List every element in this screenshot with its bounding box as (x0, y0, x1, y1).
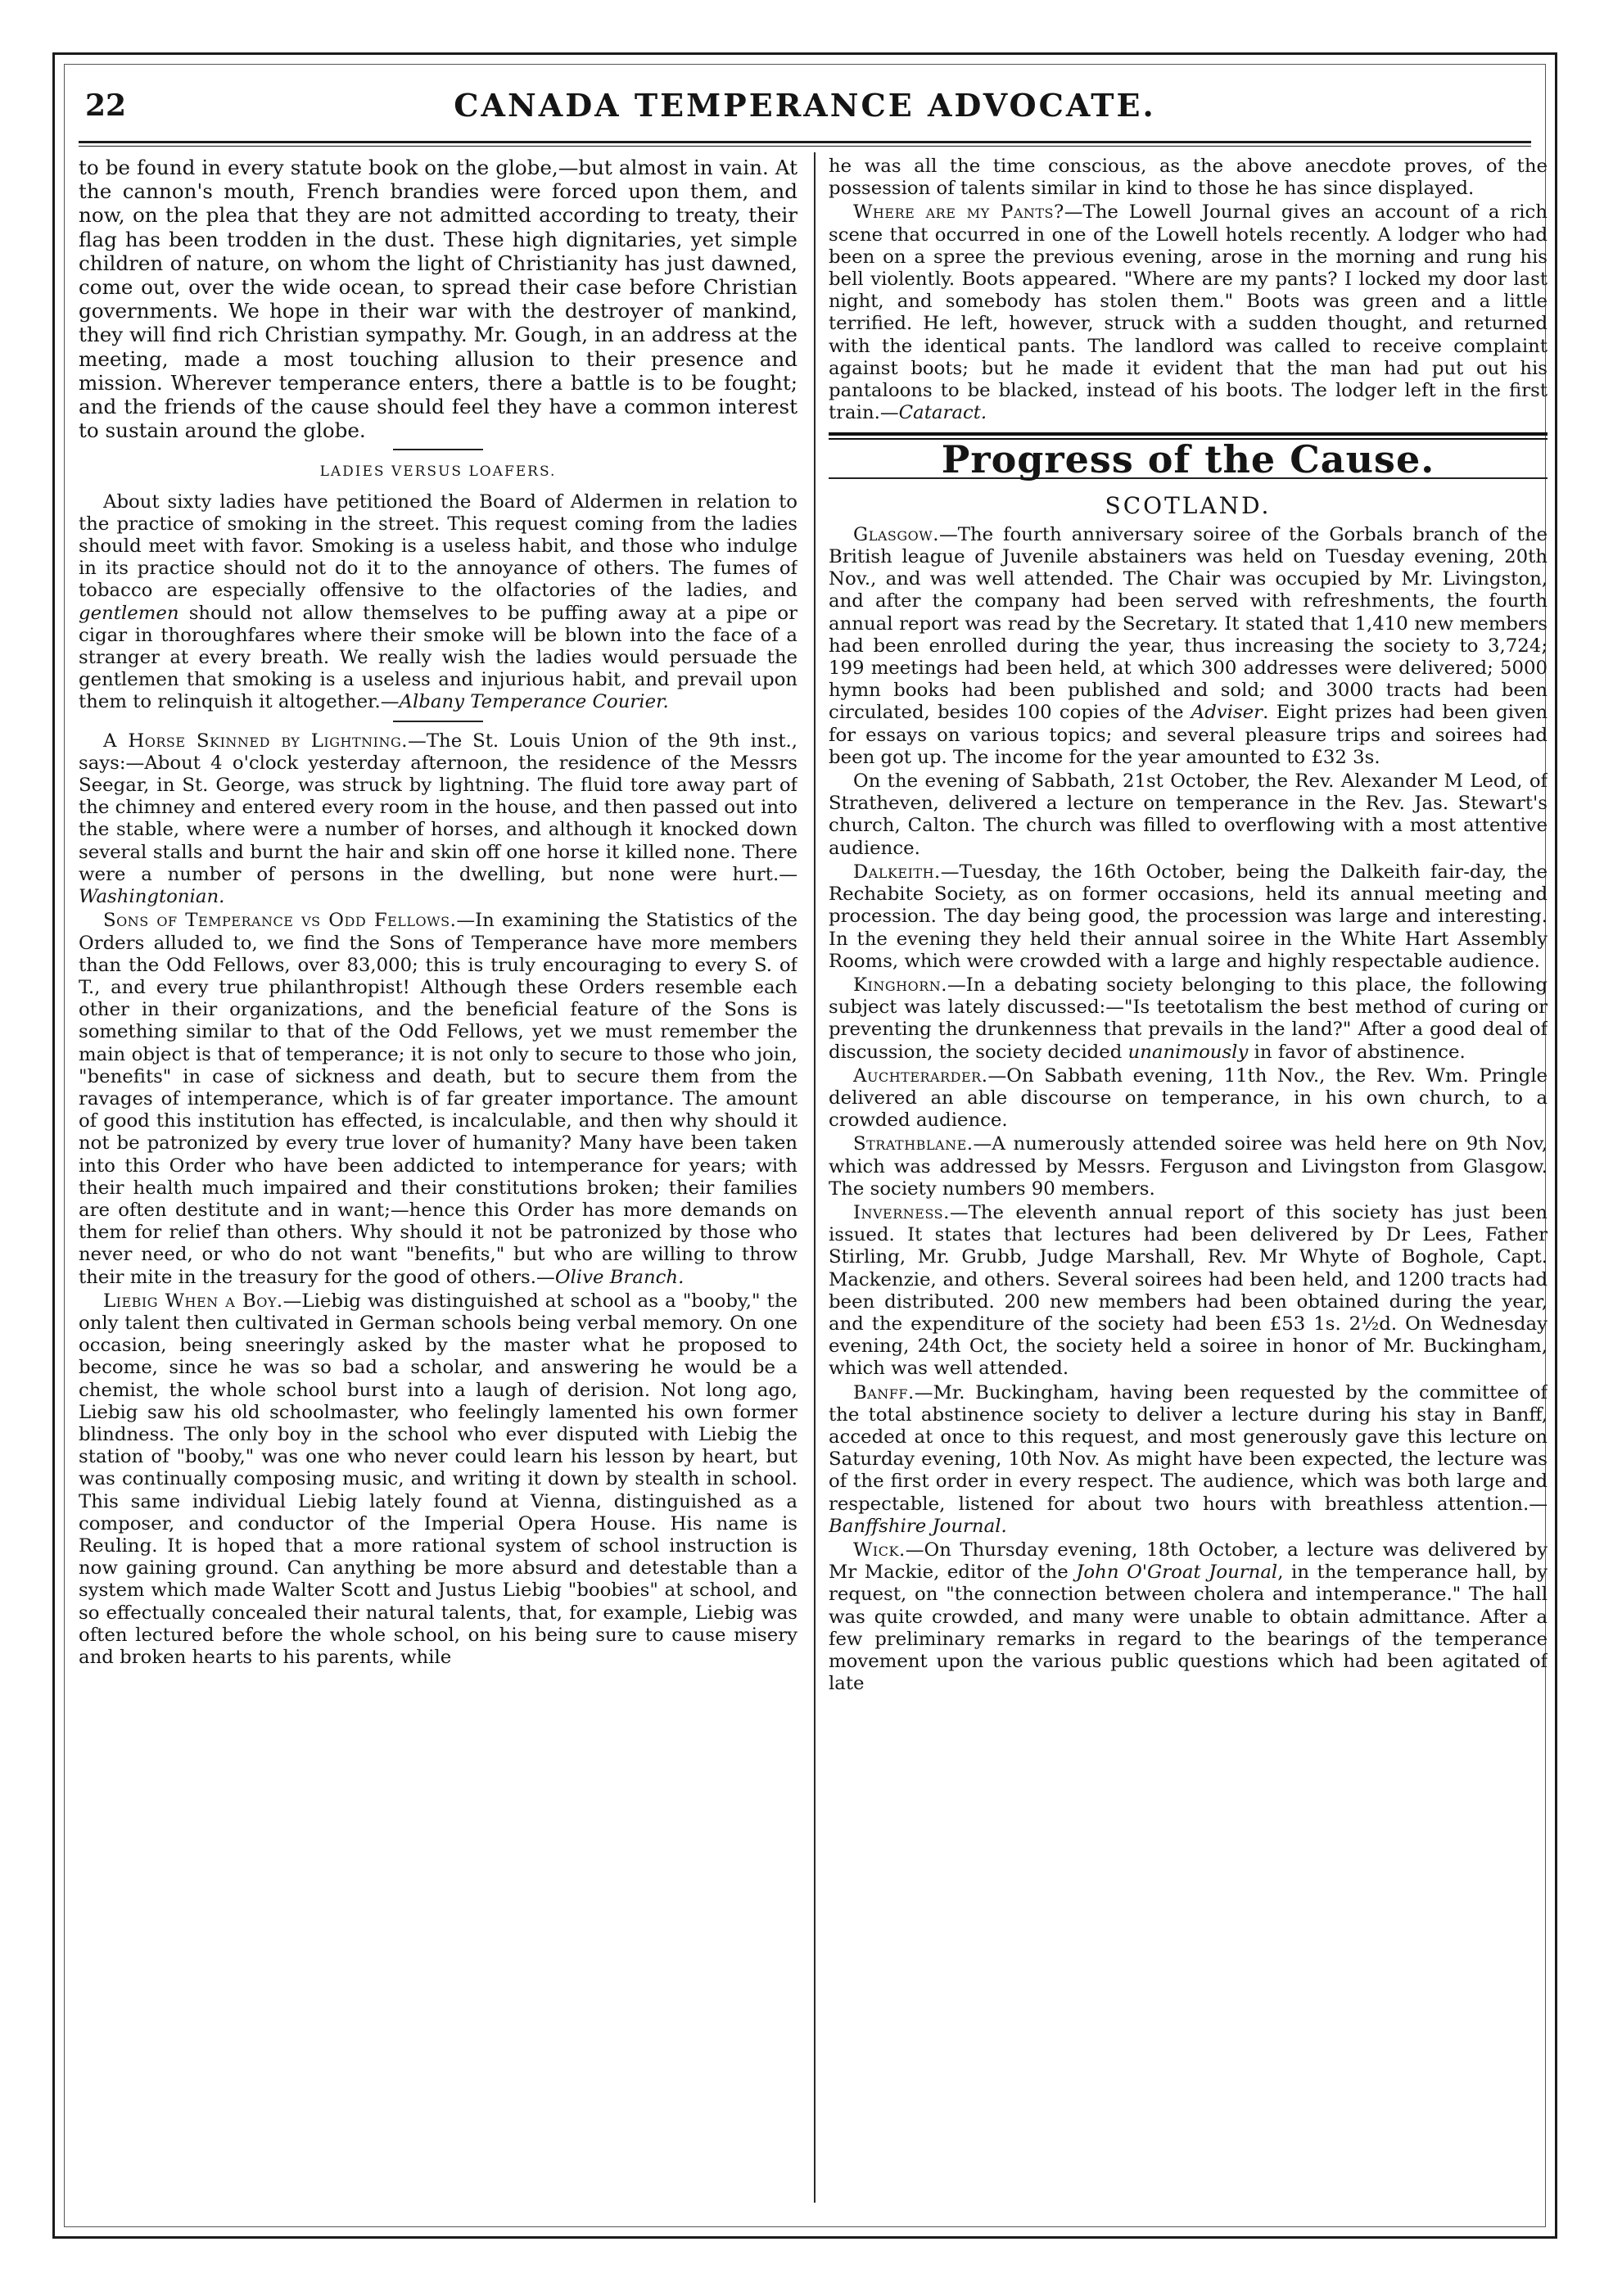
source-citation: Washingtonian. (79, 886, 225, 908)
place-title: Dalkeith. (853, 861, 941, 883)
article-paragraph (79, 1290, 797, 1669)
page-header (79, 79, 1531, 138)
source-citation: Albany Temperance Courier. (399, 691, 669, 713)
body-text: —Tuesday, the 16th October, being the Dalkeith fair-day, the Rechabite Society, as on former occasions, held its annual meeting and procession. The day being good, the procession was large and interesting. In the evening they held their annual soiree in the White Hart Assembly Rooms, which were crowded with a large and highly respectable audience. (829, 861, 1548, 972)
header-rule (79, 141, 1531, 147)
body-text: —A numerously attended soiree was held here on 9th Nov, which was addressed by Messrs. Ferguson and Livingston from Glasgow. The society numbers 90 members. (829, 1133, 1548, 1200)
article-paragraph (79, 730, 797, 909)
article-paragraph (829, 1133, 1548, 1200)
column-divider (814, 152, 816, 2203)
article-paragraph (829, 1382, 1548, 1538)
article-paragraph (829, 1202, 1548, 1381)
source-citation: Olive Branch. (554, 1266, 685, 1288)
body-text: , in the temperance hall, by request, on "the connection between cholera and intemperance." The hall was quite crowded, and many were unable to obtain admittance. After a few preliminary remarks in regard to the bearings of the temperance movement upon the various public questions which had been agitated of late (829, 1562, 1548, 1695)
body-text: —The Lowell Journal gives an account of a rich scene that occurred in one of the Lowell hotels recently. A lodger who had been on a spree the previous evening, arose in the morning and rung his bell violently. Boots appeared. "Where are my pants? I locked my door last night, and somebody has stolen them." Boots was green and a little terrified. He left, however, struck with a sudden thought, and returned with the identical pants. The landlord was called to receive complaint against boots; but he made it evident that the man had put out his pantaloons to be blacked, instead of his boots. The lodger left in the first train.— (829, 201, 1548, 424)
article-paragraph (829, 1539, 1548, 1695)
article-paragraph (829, 201, 1548, 424)
body-text: —Liebig was distinguished at school as a "booby," the only talent then cultivated in German schools being verbal memory. On one occasion, being sneeringly asked by the master what he proposed to become, since he was so bad a scholar, and answering he would be a chemist, the whole school burst into a laugh of derision. Not long ago, Liebig saw his old schoolmaster, who feelingly lamented his own former blindness. The only boy in the school who ever disputed with Liebig the station of "booby," was one who never could learn his lesson by heart, but was continually composing music, and writing it down by stealth in school. This same individual Liebig lately found at Vienna, distinguished as a composer, and conductor of the Imperial Opera House. His name is Reuling. It is hoped that a more rational system of school instruction is now gaining ground. Can anything be more absurd and detestable than a system which made Walter Scott and Justus Liebig "boobies" at school, and so effectually concealed their natural talents, that, for example, Liebig was often lectured before the whole school, on his being sure to cause misery and broken hearts to his parents, while (79, 1290, 797, 1668)
article-paragraph (79, 491, 797, 714)
article-paragraph: he was all the time conscious, as the above anecdote proves, of the possession of talents similar in kind to those he has since displayed. (829, 156, 1548, 200)
place-title: Banff. (853, 1381, 915, 1403)
article-paragraph: On the evening of Sabbath, 21st October, the Rev. Alexander M Leod, of Stratheven, delivered a lecture on temperance in the Rev. Jas. Stewart's church, Calton. The church was filled to overflowing with a most attentive audience. (829, 771, 1548, 859)
body-text: —In examining the Statistics of the Orders alluded to, we find the Sons of Temperance have more members than the Odd Fellows, over 83,000; this is truly encouraging to every S. of T., and every true philanthropist! Although these Orders resemble each other in their organizations, and the beneficial feature of the Sons is something similar to that of the Odd Fellows, yet we must remember the main object is that of temperance; it is not only to secure to those who join, "benefits" in case of sickness and death, but to secure them from the ravages of intemperance, which is of far greater importance. The amount of good this institution has effected, is incalculable, and then why should it not be patronized by every true lover of humanity? Many have been taken into this Order who have been addicted to intemperance for years; with their health much impaired and their constitutions broken; their families are often destitute and in want;—hence this Order has more demands on them for relief than others. Why should it not be patronized by those who never need, or who do not want "benefits," but who are willing to throw their mite in the treasury for the good of others.— (79, 910, 797, 1288)
body-text: should not allow themselves to be puffing away at a pipe or cigar in thoroughfares where their smoke will be blown into the face of a stranger at every breath. We really wish the ladies would persuade the gentlemen that smoking is a useless and injurious habit, and prevail upon them to relinquish it altogether.— (79, 602, 797, 713)
body-text: About sixty ladies have petitioned the Board of Aldermen in relation to the practice of smoking in the street. This request coming from the ladies should meet with favor. Smoking is a useless habit, and those who indulge in its practice should not do it to the annoyance of others. The fumes of tobacco are especially offensive to the olfactories of the ladies, and (79, 490, 797, 602)
place-title: Inverness. (853, 1201, 950, 1223)
article-lead-title: Where are my Pants? (853, 201, 1064, 224)
article-paragraph (829, 861, 1548, 973)
body-text: —On Sabbath evening, 11th Nov., the Rev. Wm. Pringle delivered an able discourse on temperance, in his own church, to a crowded audience. (829, 1064, 1548, 1132)
right-column (829, 156, 1548, 2203)
emphasis-text: gentlemen (79, 602, 179, 624)
section-title: Progress of the Cause. (941, 437, 1435, 482)
body-text: —In a debating society belonging to this place, the following subject was lately discussed:—"Is teetotalism the best method of curing or preventing the drunkenness that prevails in the land?" After a good deal of discussion, the society decided (829, 974, 1548, 1063)
article-paragraph (79, 910, 797, 1288)
body-text: —The eleventh annual report of this society has just been issued. It states that lectures had been delivered by Dr Lees, Father Stirling, Mr. Grubb, Judge Marshall, Rev. Mr Whyte of Boghole, Capt. Mackenzie, and others. Several soirees had been held, and 1200 tracts had been distributed. 200 new members had been obtained during the year, and the expenditure of the society had been £53 1s. 2½d. On Wednesday evening, 24th Oct, the society held a soiree in honor of Mr. Buckingham, which was well attended. (829, 1201, 1548, 1380)
region-heading: SCOTLAND. (1105, 491, 1272, 519)
page-number: 22 (85, 88, 127, 123)
body-text: —The fourth anniversary soiree of the Gorbals branch of the British league of Juvenile abstainers was held on Tuesday evening, 20th Nov., and was well attended. The Chair was occupied by Mr. Livingston, and after the company had been served with refreshments, the fourth annual report was read by the Secretary. It stated that 1,410 new members had been enrolled during the year, thus increasing the society to 3,724; 199 meetings had been held, at which 300 addresses were delivered; 5000 hymn books had been published and sold; and 3000 tracts had been circulated, besides 100 copies of the (829, 523, 1548, 724)
place-title: Auchterarder. (853, 1064, 988, 1087)
source-citation: Cataract. (898, 402, 987, 424)
place-title: Wick. (853, 1539, 906, 1561)
emphasis-text: Adviser (1191, 702, 1263, 724)
emphasis-text: John O'Groat Journal (1076, 1562, 1278, 1584)
separator-rule (393, 449, 483, 450)
article-paragraph: to be found in every statute book on the globe,—but almost in vain. At the cannon's mouth, French brandies were forced upon them, and now, on the plea that they are not admitted according to treaty, their flag has been trodden in the dust. These high dignitaries, yet simple children of nature, on whom the light of Christianity has just dawned, come out, over the wide ocean, to spread their case before Christian governments. We hope in their war with the destroyer of mankind, they will find rich Christian sympathy. Mr. Gough, in an address at the meeting, made a most touching allusion to their presence and mission. Wherever temperance enters, there a battle is to be fought; and the friends of the cause should feel they have a common interest to sustain around the globe. (79, 156, 797, 443)
place-title: Strathblane. (853, 1133, 974, 1155)
running-title: CANADA TEMPERANCE ADVOCATE. (454, 87, 1156, 124)
body-text: —Mr. Buckingham, having been requested by the committee of the total abstinence society to deliver a lecture during his stay in Banff, acceded at once to this request, and most generously gave this lecture on Saturday evening, 10th Nov. As might have been expected, the lecture was of the first order in every respect. The audience, which was both large and respectable, listened for about two hours with breathless attention.— (829, 1381, 1548, 1515)
separator-rule (393, 721, 483, 722)
place-title: Glasgow. (853, 523, 939, 545)
body-text: —On Thursday evening, 18th October, a lecture was delivered by Mr Mackie, editor of the (829, 1539, 1548, 1584)
article-paragraph (829, 974, 1548, 1064)
article-paragraph (829, 1065, 1548, 1132)
place-title: Kinghorn. (853, 974, 947, 996)
body-text: . Eight prizes had been given for essays on various topics; and several pleasure trips and soirees had been got up. The income for the year amounted to £32 3s. (829, 702, 1548, 768)
source-citation: Banffshire Journal. (829, 1515, 1007, 1537)
body-text: —The St. Louis Union of the 9th inst., says:—About 4 o'clock yesterday afternoon, the residence of the Messrs Seegar, in St. George, was struck by lightning. The fluid tore away part of the chimney and entered every room in the house, and then passed out into the stable, where were a number of horses, and although it knocked down several stalls and burnt the hair and skin off one horse it killed none. There were a number of persons in the dwelling, but none were hurt.— (79, 730, 797, 885)
article-lead-title: Sons of Temperance vs Odd Fellows. (103, 910, 457, 932)
article-paragraph (829, 524, 1548, 769)
article-lead-title: Liebig When a Boy. (103, 1290, 283, 1312)
article-heading: LADIES VERSUS LOAFERS. (319, 463, 557, 481)
emphasis-text: unanimously (1127, 1041, 1249, 1063)
article-lead-title: A Horse Skinned by Lightning. (103, 730, 409, 752)
left-column (79, 156, 797, 2203)
body-text: in favor of abstinence. (1248, 1041, 1466, 1063)
